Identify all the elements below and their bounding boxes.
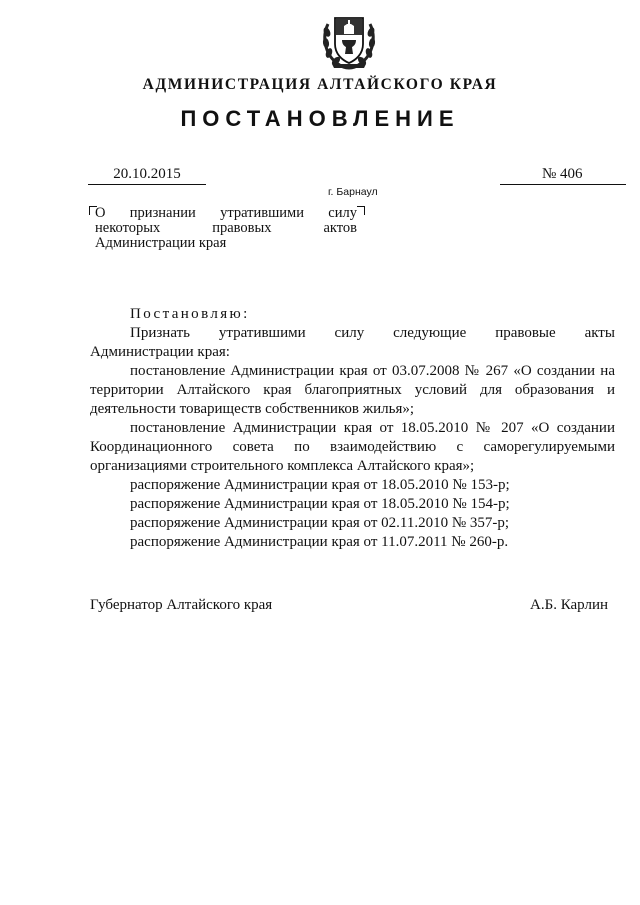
subject-word: правовых	[212, 220, 272, 236]
repealed-act-item: распоряжение Администрации края от 18.05.2010 № 153-р;	[130, 477, 510, 493]
repealed-act-item: распоряжение Администрации края от 18.05.2010 № 154-р;	[130, 496, 510, 512]
document-subject	[95, 206, 357, 251]
document-date: 20.10.2015	[88, 166, 206, 185]
document-city: г. Барнаул	[328, 186, 378, 198]
subject-word: актов	[323, 220, 357, 236]
signatory-name: А.Б. Карлин	[530, 597, 609, 613]
decree-word: Постановляю:	[130, 306, 250, 322]
intro-word: правовые	[495, 325, 556, 341]
subject-word: признании	[129, 205, 196, 221]
altai-coat-of-arms-icon	[318, 10, 380, 72]
repealed-act-item: распоряжение Администрации края от 02.11.2010 № 357-р;	[130, 515, 510, 531]
intro-word: силу	[334, 325, 365, 341]
intro-word: утратившими	[218, 325, 306, 341]
subject-word: некоторых	[95, 220, 161, 236]
repealed-act-item: постановление Администрации края от 03.07.2008 № 267 «О создании на территории Алтайского края благоприятных условий для образования и деятельности товариществ собственников жилья»;	[90, 363, 615, 417]
subject-line-1	[95, 206, 357, 221]
intro-line-2: Администрации края:	[90, 344, 230, 360]
document-type-title: ПОСТАНОВЛЕНИЕ	[180, 106, 460, 131]
organization-name: АДМИНИСТРАЦИЯ АЛТАЙСКОГО КРАЯ	[142, 76, 498, 93]
intro-word: следующие	[393, 325, 467, 341]
intro-line	[90, 324, 615, 343]
subject-line-3: Администрации края	[95, 235, 227, 251]
document-body	[90, 305, 615, 552]
subject-word: утратившими	[220, 205, 304, 221]
subject-bracket-right	[357, 206, 365, 215]
signatory-title: Губернатор Алтайского края	[90, 597, 273, 613]
document-number-text: № 406	[542, 166, 583, 182]
repealed-act-item: распоряжение Администрации края от 11.07.2011 № 260-р.	[130, 534, 509, 550]
repealed-act-item: постановление Администрации края от 18.05.2010 № 207 «О создании Координационного совета по взаимодействию с саморегулируемыми организациями строительного комплекса Алтайского края»;	[90, 420, 615, 474]
subject-line-2	[95, 221, 357, 236]
intro-word: Признать	[130, 325, 190, 341]
intro-word: акты	[584, 325, 615, 341]
subject-word: О	[95, 205, 106, 221]
document-number	[500, 166, 626, 185]
subject-word: силу	[328, 205, 357, 221]
